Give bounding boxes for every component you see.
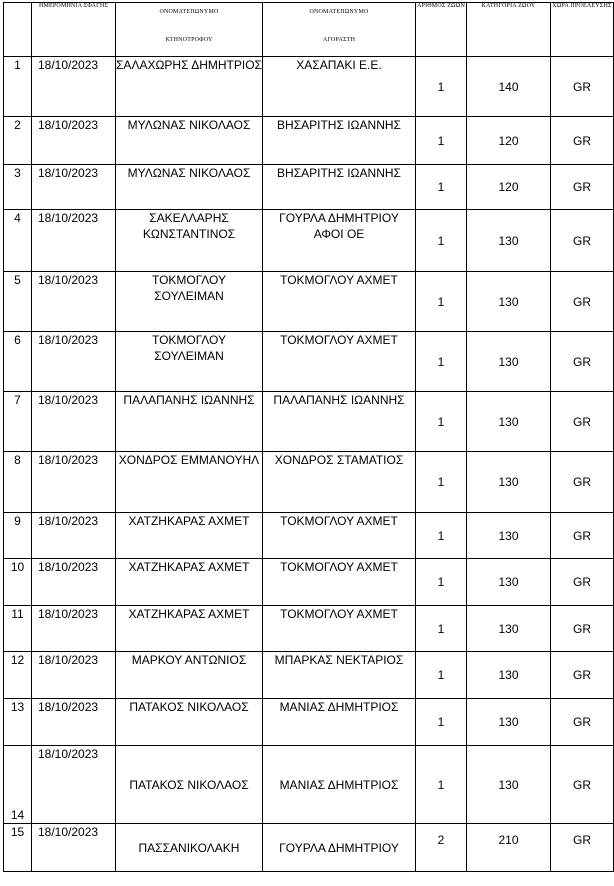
slaughter-date: 18/10/2023 [32, 332, 116, 392]
buyer-name: ΜΑΝΙΑΣ ΔΗΜΗΤΡΙΟΣ [263, 746, 416, 824]
animal-count: 1 [416, 392, 467, 452]
animal-category: 130 [467, 272, 551, 332]
header-country: ΧΩΡΑ ΠΡΟΕΛΕΥΣΗΣ [551, 3, 614, 57]
table-row [4, 117, 614, 165]
header-farmer-line1: ΟΝΟΜΑΤΕΠΩΝΥΜΟ [159, 9, 219, 15]
row-number: 7 [4, 392, 32, 452]
animal-count: 1 [416, 652, 467, 699]
slaughter-table [3, 2, 614, 872]
header-category: ΚΑΤΗΓΟΡΙΑ ΖΩΟΥ [467, 3, 551, 57]
buyer-name: ΤΟΚΜΟΓΛΟΥ ΑΧΜΕΤ [263, 606, 416, 652]
origin-country: GR [551, 606, 614, 652]
farmer-name: ΠΑΤΑΚΟΣ ΝΙΚΟΛΑΟΣ [116, 699, 263, 746]
buyer-name: ΤΟΚΜΟΓΛΟΥ ΑΧΜΕΤ [263, 332, 416, 392]
animal-category: 210 [467, 824, 551, 872]
animal-count: 1 [416, 452, 467, 513]
slaughter-date: 18/10/2023 [32, 165, 116, 210]
slaughter-date: 18/10/2023 [32, 559, 116, 606]
origin-country: GR [551, 165, 614, 210]
origin-country: GR [551, 559, 614, 606]
origin-country: GR [551, 513, 614, 559]
animal-count: 1 [416, 272, 467, 332]
slaughter-date: 18/10/2023 [32, 652, 116, 699]
animal-category: 120 [467, 165, 551, 210]
farmer-name: ΠΑΣΣΑΝΙΚΟΛΑΚΗ [116, 824, 263, 872]
buyer-name: ΒΗΣΑΡΙΤΗΣ ΙΩΑΝΝΗΣ [263, 117, 416, 165]
origin-country: GR [551, 652, 614, 699]
slaughter-date: 18/10/2023 [32, 699, 116, 746]
buyer-name: ΓΟΥΡΛΑ ΔΗΜΗΤΡΙΟΥ ΑΦΟΙ ΟΕ [263, 210, 416, 272]
table-row [4, 606, 614, 652]
farmer-name: ΧΟΝΔΡΟΣ ΕΜΜΑΝΟΥΗΛ [116, 452, 263, 513]
animal-category: 130 [467, 699, 551, 746]
origin-country: GR [551, 210, 614, 272]
origin-country: GR [551, 824, 614, 872]
table-row [4, 452, 614, 513]
farmer-name: ΜΥΛΩΝΑΣ ΝΙΚΟΛΑΟΣ [116, 117, 263, 165]
row-number: 10 [4, 559, 32, 606]
row-number: 6 [4, 332, 32, 392]
animal-count: 1 [416, 699, 467, 746]
header-number [4, 3, 32, 57]
header-farmer [116, 3, 263, 57]
farmer-name: ΧΑΤΖΗΚΑΡΑΣ ΑΧΜΕΤ [116, 559, 263, 606]
animal-count: 1 [416, 332, 467, 392]
slaughter-date: 18/10/2023 [32, 606, 116, 652]
animal-count: 1 [416, 117, 467, 165]
header-count: ΑΡΙΘΜΟΣ ΖΩΩΝ [416, 3, 467, 57]
farmer-name: ΤΟΚΜΟΓΛΟΥ ΣΟΥΛΕΙΜΑΝ [116, 272, 263, 332]
header-buyer-line2: ΑΓΟΡΑΣΤΗ [322, 37, 356, 43]
buyer-name: ΓΟΥΡΛΑ ΔΗΜΗΤΡΙΟΥ [263, 824, 416, 872]
buyer-name: ΤΟΚΜΟΓΛΟΥ ΑΧΜΕΤ [263, 513, 416, 559]
slaughter-date: 18/10/2023 [32, 392, 116, 452]
animal-category: 130 [467, 210, 551, 272]
row-number: 2 [4, 117, 32, 165]
farmer-name: ΧΑΤΖΗΚΑΡΑΣ ΑΧΜΕΤ [116, 606, 263, 652]
slaughter-date: 18/10/2023 [32, 513, 116, 559]
row-number: 15 [4, 824, 32, 872]
farmer-name: ΣΑΚΕΛΛΑΡΗΣ ΚΩΝΣΤΑΝΤΙΝΟΣ [116, 210, 263, 272]
table-row [4, 746, 614, 824]
farmer-name: ΤΟΚΜΟΓΛΟΥ ΣΟΥΛΕΙΜΑΝ [116, 332, 263, 392]
animal-category: 130 [467, 513, 551, 559]
animal-category: 130 [467, 606, 551, 652]
slaughter-date: 18/10/2023 [32, 57, 116, 117]
table-row [4, 272, 614, 332]
header-row [4, 3, 614, 57]
slaughter-date: 18/10/2023 [32, 452, 116, 513]
animal-category: 130 [467, 652, 551, 699]
origin-country: GR [551, 272, 614, 332]
origin-country: GR [551, 332, 614, 392]
farmer-name: ΜΥΛΩΝΑΣ ΝΙΚΟΛΑΟΣ [116, 165, 263, 210]
table-row [4, 165, 614, 210]
animal-count: 1 [416, 606, 467, 652]
row-number: 4 [4, 210, 32, 272]
farmer-name: ΜΑΡΚΟΥ ΑΝΤΩΝΙΟΣ [116, 652, 263, 699]
row-number: 14 [4, 746, 32, 824]
header-buyer [263, 3, 416, 57]
row-number: 13 [4, 699, 32, 746]
animal-category: 130 [467, 392, 551, 452]
row-number: 1 [4, 57, 32, 117]
animal-category: 120 [467, 117, 551, 165]
origin-country: GR [551, 117, 614, 165]
row-number: 12 [4, 652, 32, 699]
buyer-name: ΜΑΝΙΑΣ ΔΗΜΗΤΡΙΟΣ [263, 699, 416, 746]
animal-category: 130 [467, 559, 551, 606]
row-number: 3 [4, 165, 32, 210]
animal-count: 2 [416, 824, 467, 872]
table-row [4, 824, 614, 872]
row-number: 8 [4, 452, 32, 513]
farmer-name: ΣΑΛΑΧΩΡΗΣ ΔΗΜΗΤΡΙΟΣ [116, 57, 263, 117]
animal-category: 130 [467, 332, 551, 392]
farmer-name: ΠΑΤΑΚΟΣ ΝΙΚΟΛΑΟΣ [116, 746, 263, 824]
row-number: 5 [4, 272, 32, 332]
buyer-name: ΜΠΑΡΚΑΣ ΝΕΚΤΑΡΙΟΣ [263, 652, 416, 699]
header-buyer-line1: ΟΝΟΜΑΤΕΠΩΝΥΜΟ [309, 9, 369, 15]
origin-country: GR [551, 699, 614, 746]
table-row [4, 652, 614, 699]
table-row [4, 392, 614, 452]
table-row [4, 210, 614, 272]
table-row [4, 699, 614, 746]
slaughter-date: 18/10/2023 [32, 746, 116, 824]
slaughter-date: 18/10/2023 [32, 210, 116, 272]
buyer-name: ΧΟΝΔΡΟΣ ΣΤΑΜΑΤΙΟΣ [263, 452, 416, 513]
buyer-name: ΒΗΣΑΡΙΤΗΣ ΙΩΑΝΝΗΣ [263, 165, 416, 210]
buyer-name: ΤΟΚΜΟΓΛΟΥ ΑΧΜΕΤ [263, 559, 416, 606]
animal-count: 1 [416, 210, 467, 272]
animal-category: 130 [467, 746, 551, 824]
origin-country: GR [551, 57, 614, 117]
table-row [4, 559, 614, 606]
farmer-name: ΧΑΤΖΗΚΑΡΑΣ ΑΧΜΕΤ [116, 513, 263, 559]
origin-country: GR [551, 746, 614, 824]
slaughter-date: 18/10/2023 [32, 824, 116, 872]
row-number: 11 [4, 606, 32, 652]
header-farmer-line2: ΚΤΗΝΟΤΡΟΦΟΥ [165, 37, 213, 43]
origin-country: GR [551, 452, 614, 513]
header-date: ΗΜΕΡΟΜΗΝΙΑ ΣΦΑΓΗΣ [32, 3, 116, 57]
table-row [4, 57, 614, 117]
buyer-name: ΠΑΛΑΠΑΝΗΣ ΙΩΑΝΝΗΣ [263, 392, 416, 452]
animal-category: 140 [467, 57, 551, 117]
slaughter-date: 18/10/2023 [32, 117, 116, 165]
origin-country: GR [551, 392, 614, 452]
table-row [4, 332, 614, 392]
animal-count: 1 [416, 746, 467, 824]
row-number: 9 [4, 513, 32, 559]
slaughter-date: 18/10/2023 [32, 272, 116, 332]
animal-category: 130 [467, 452, 551, 513]
animal-count: 1 [416, 165, 467, 210]
animal-count: 1 [416, 57, 467, 117]
animal-count: 1 [416, 559, 467, 606]
buyer-name: ΧΑΣΑΠΑΚΙ Ε.Ε. [263, 57, 416, 117]
table-row [4, 513, 614, 559]
buyer-name: ΤΟΚΜΟΓΛΟΥ ΑΧΜΕΤ [263, 272, 416, 332]
farmer-name: ΠΑΛΑΠΑΝΗΣ ΙΩΑΝΝΗΣ [116, 392, 263, 452]
animal-count: 1 [416, 513, 467, 559]
